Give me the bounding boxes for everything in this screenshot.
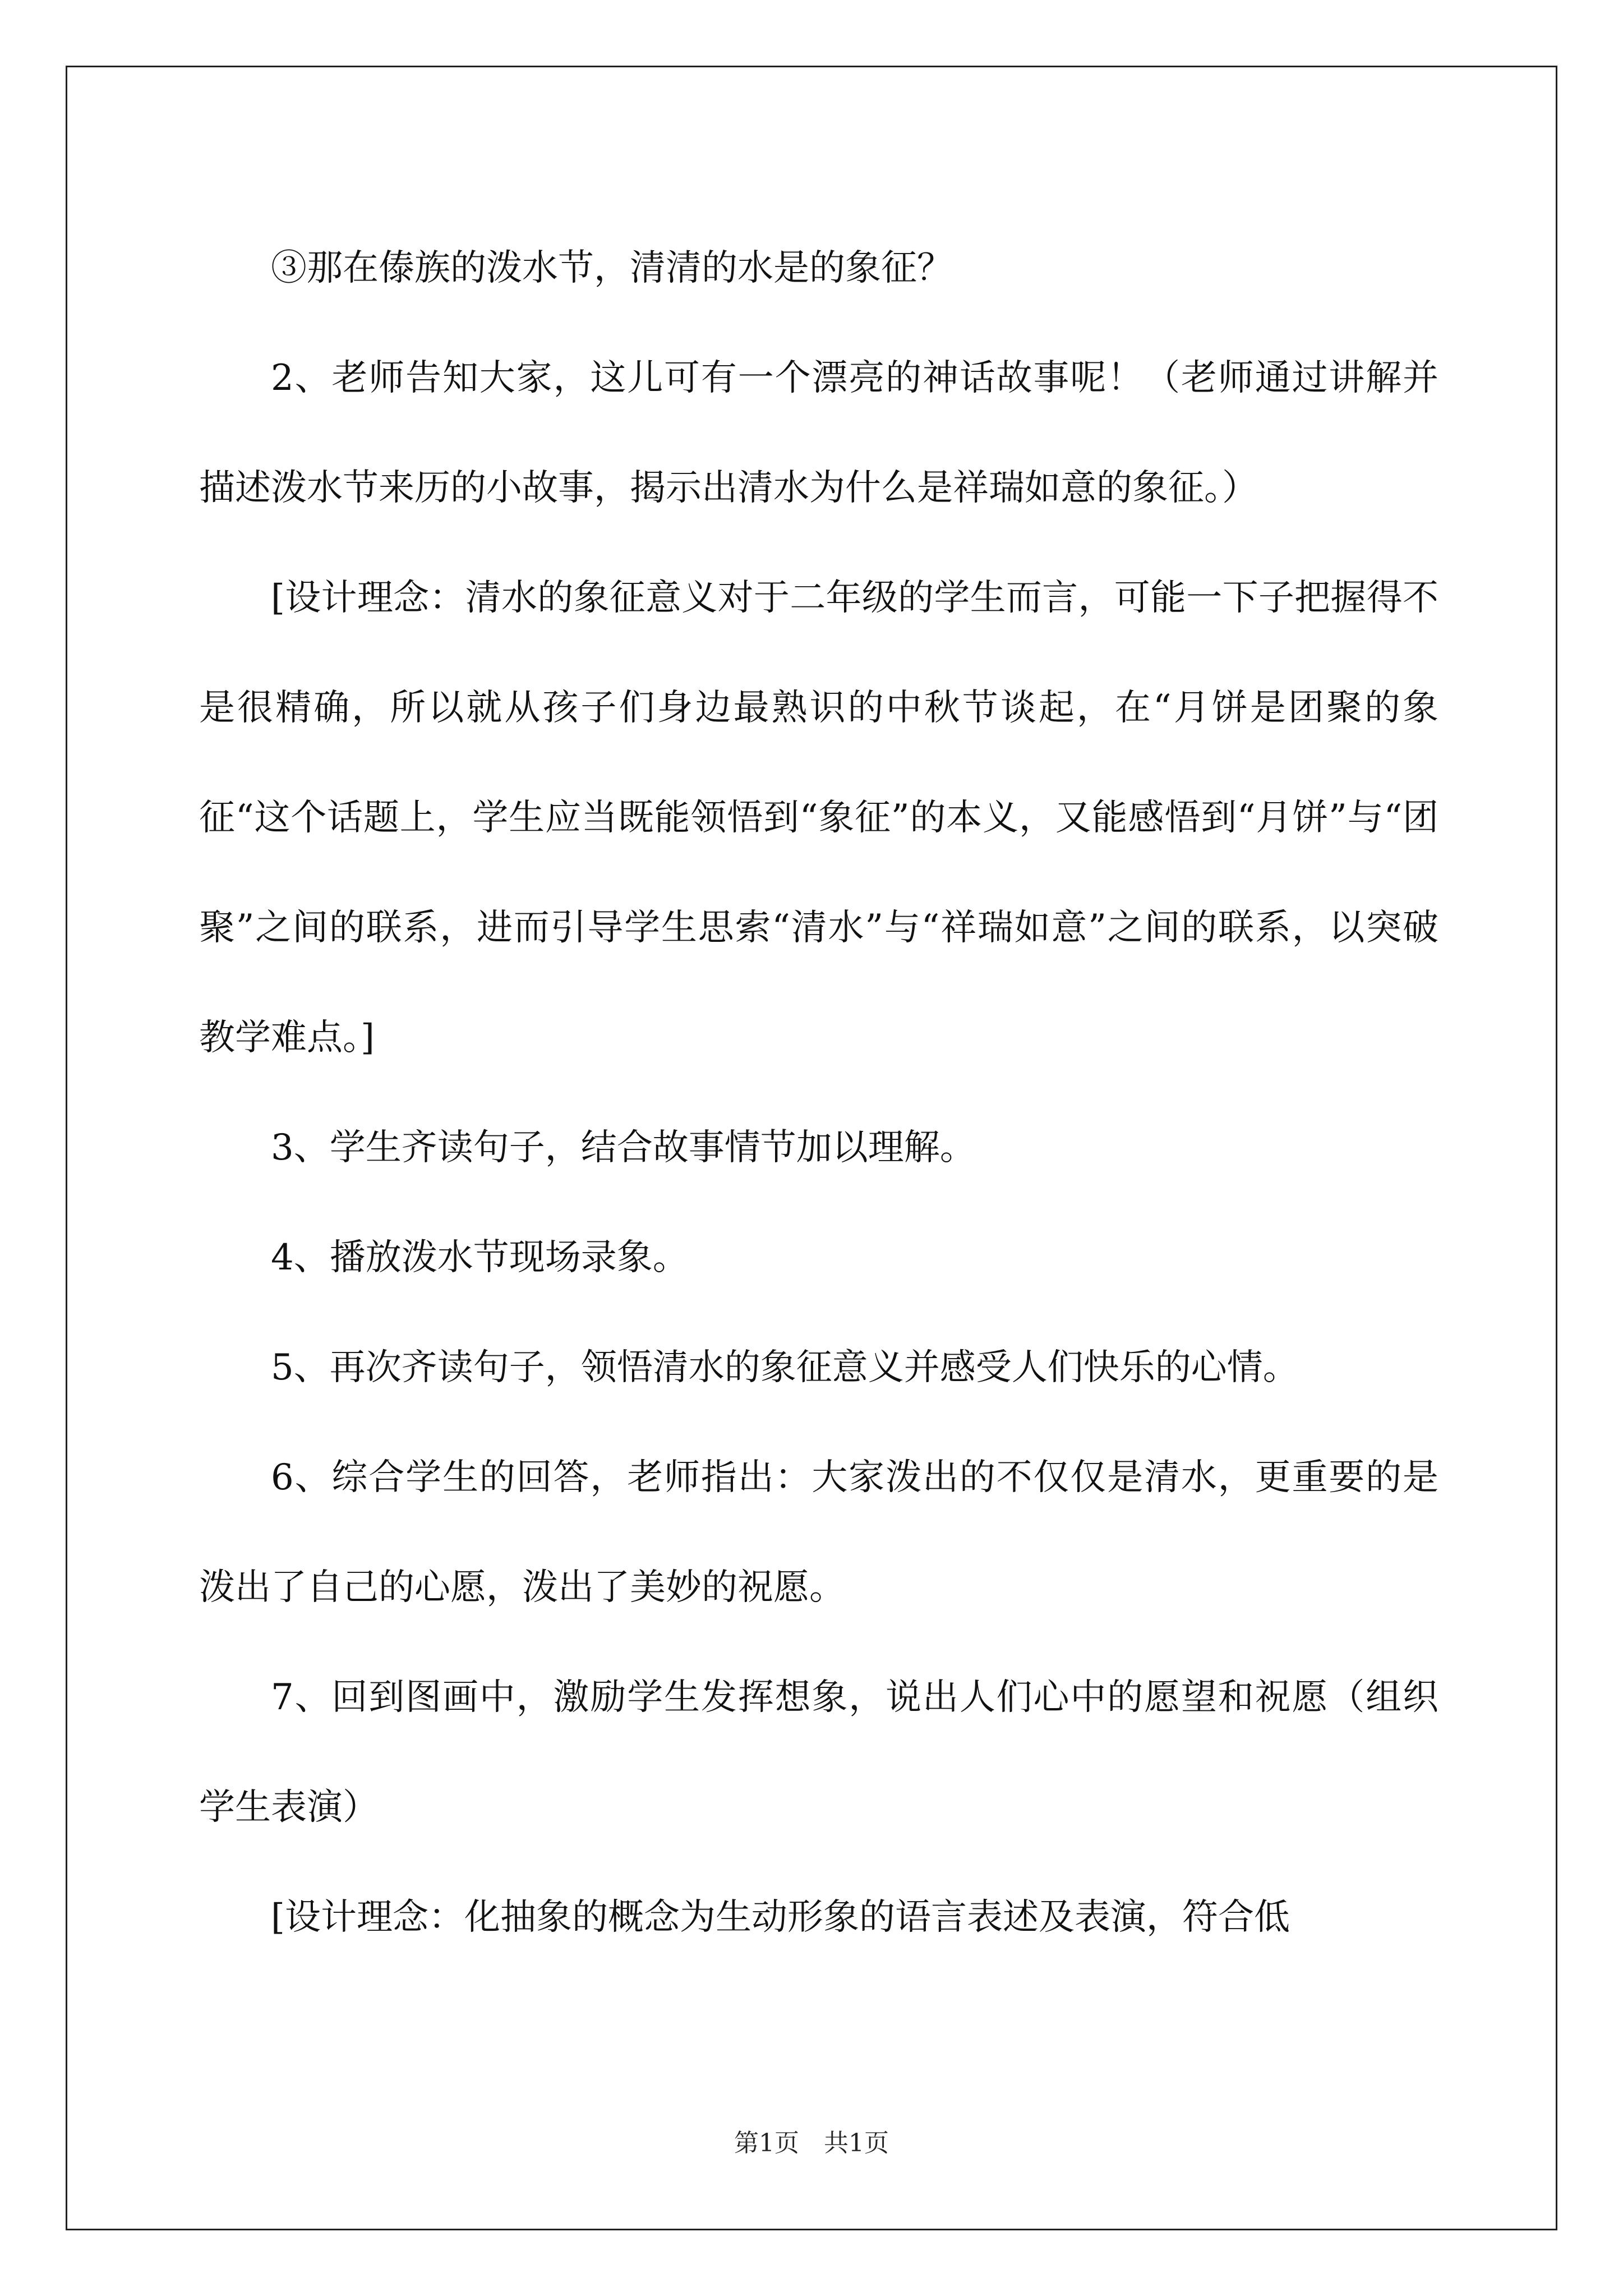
paragraph-7: 6、综合学生的回答，老师指出：大家泼出的不仅仅是清水，更重要的是泼出了自己的心愿，泼出了美妙的祝愿。 [199,1457,1438,1608]
paragraph-3: [设计理念：清水的象征意义对于二年级的学生而言，可能一下子把握得不是很精确，所以就从孩子们身边最熟识的中秋节谈起，在“月饼是团聚的象征“这个话题上，学生应当既能领悟到“象征”的本义，又能感悟到“月饼”与“团聚”之间的联系，进而引导学生思索“清水”与“祥瑞如意”之间的联系，以突破教学难点。] [199,577,1438,1059]
paragraph-8: 7、回到图画中，激励学生发挥想象，说出人们心中的愿望和祝愿（组织学生表演） [199,1677,1438,1828]
page-total: 共1页 [824,2129,889,2157]
paragraph-5: 4、播放泼水节现场录象。 [271,1237,689,1278]
document-body [199,213,1438,1972]
paragraph-6: 5、再次齐读句子，领悟清水的象征意义并感受人们快乐的心情。 [271,1347,1299,1388]
paragraph-2: 2、老师告知大家，这儿可有一个漂亮的神话故事呢！（老师通过讲解并描述泼水节来历的小故事，揭示出清水为什么是祥瑞如意的象征。） [199,357,1438,509]
page-footer [0,2123,1623,2159]
paragraph-9: [设计理念：化抽象的概念为生动形象的语言表述及表演，符合低 [271,1897,1290,1938]
paragraph-1: ③那在傣族的泼水节，清清的水是的象征？ [271,247,953,289]
paragraph-4: 3、学生齐读句子，结合故事情节加以理解。 [271,1127,976,1168]
page-number: 第1页 [734,2129,799,2157]
